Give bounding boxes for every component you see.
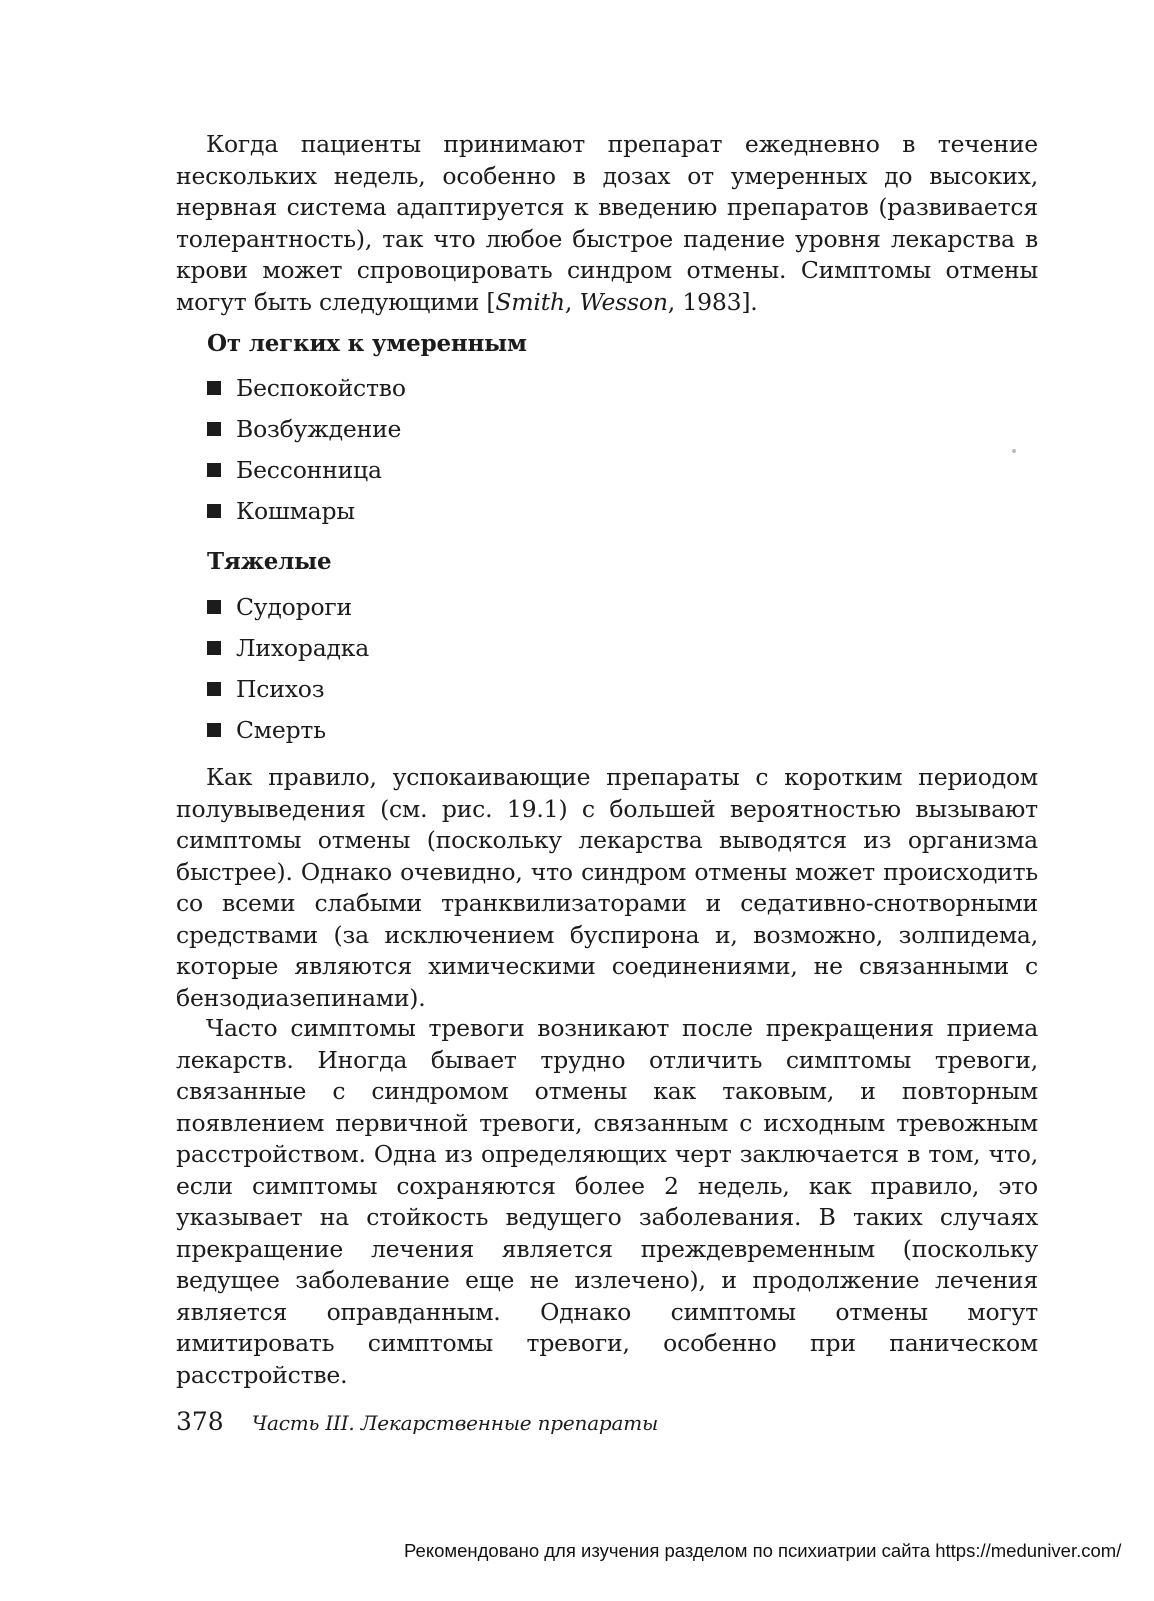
square-bullet-icon [207, 381, 221, 395]
list-item [207, 449, 406, 490]
list-item-label: Смерть [236, 715, 326, 744]
paragraph-anxiety-recurrence [176, 1013, 1038, 1391]
running-title: Часть III. Лекарственные препараты [251, 1411, 659, 1435]
citation-separator: , [564, 287, 580, 316]
list-item-label: Кошмары [236, 496, 355, 525]
list-item [207, 709, 369, 750]
list-item-label: Психоз [236, 674, 325, 703]
citation-author: Smith [495, 287, 565, 316]
list-item [207, 367, 406, 408]
list-item-label: Беспокойство [236, 373, 406, 402]
paragraph-withdrawal-intro [176, 129, 1038, 318]
square-bullet-icon [207, 641, 221, 655]
citation-author: Wesson [579, 287, 668, 316]
square-bullet-icon [207, 600, 221, 614]
paragraph-short-half-life [176, 762, 1038, 1014]
paragraph-text: Часто симптомы тревоги возникают после прекращения приема лекарств. Иногда бывает трудно отличить симптомы тревоги, связанные с синдромом отмены как таковым, и повторным появлением первичной тревоги, связанным с исходным тревожным расстройством. Одна из определяющих черт заключается в том, что, если симптомы сохраняются более 2 недель, как правило, это указывает на стойкость ведущего заболевания. В таких случаях прекращение лечения является преждевременным (поскольку ведущее заболевание еще не излечено), и продолжение лечения является оправданным. Однако симптомы отмены могут имитировать симптомы тревоги, особенно при паническом расстройстве. [176, 1014, 1038, 1389]
severe-symptoms-heading: Тяжелые [207, 548, 332, 575]
list-item [207, 668, 369, 709]
citation-year: , 1983]. [667, 287, 758, 316]
square-bullet-icon [207, 723, 221, 737]
list-item [207, 408, 406, 449]
scan-speck [1012, 449, 1016, 453]
square-bullet-icon [207, 463, 221, 477]
severe-symptoms-list [207, 586, 369, 750]
square-bullet-icon [207, 682, 221, 696]
mild-symptoms-heading: От легких к умеренным [207, 330, 527, 357]
paragraph-text: Когда пациенты принимают препарат ежедневно в течение нескольких недель, особенно в дозах от умеренных до высоких, нервная система адаптируется к введению препаратов (развивается толерантность), так что любое быстрое падение уровня лекарства в крови может спровоцировать синдром отмены. Симптомы отмены могут быть следующими [ [176, 130, 1038, 316]
paragraph-text: Как правило, успокаивающие препараты с коротким периодом полувыведения (см. рис. 19.1) с большей вероятностью вызывают симптомы отмены (поскольку лекарства выводятся из организма быстрее). Однако очевидно, что синдром отмены может происходить со всеми слабыми транквилизаторами и седативно-снотворными средствами (за исключением буспирона и, возможно, золпидема, которые являются химическими соединениями, не связанными с бензодиазепинами). [176, 763, 1038, 1012]
list-item [207, 490, 406, 531]
square-bullet-icon [207, 422, 221, 436]
list-item-label: Возбуждение [236, 414, 402, 443]
list-item-label: Судороги [236, 592, 352, 621]
square-bullet-icon [207, 504, 221, 518]
list-item [207, 627, 369, 668]
page-number: 378 [176, 1407, 224, 1436]
site-watermark: Рекомендовано для изучения разделом по психиатрии сайта https://meduniver.com/ [404, 1540, 1122, 1561]
list-item-label: Бессонница [236, 455, 382, 484]
list-item-label: Лихорадка [236, 633, 370, 662]
mild-symptoms-list [207, 367, 406, 531]
list-item [207, 586, 369, 627]
page-footer [176, 1407, 658, 1436]
